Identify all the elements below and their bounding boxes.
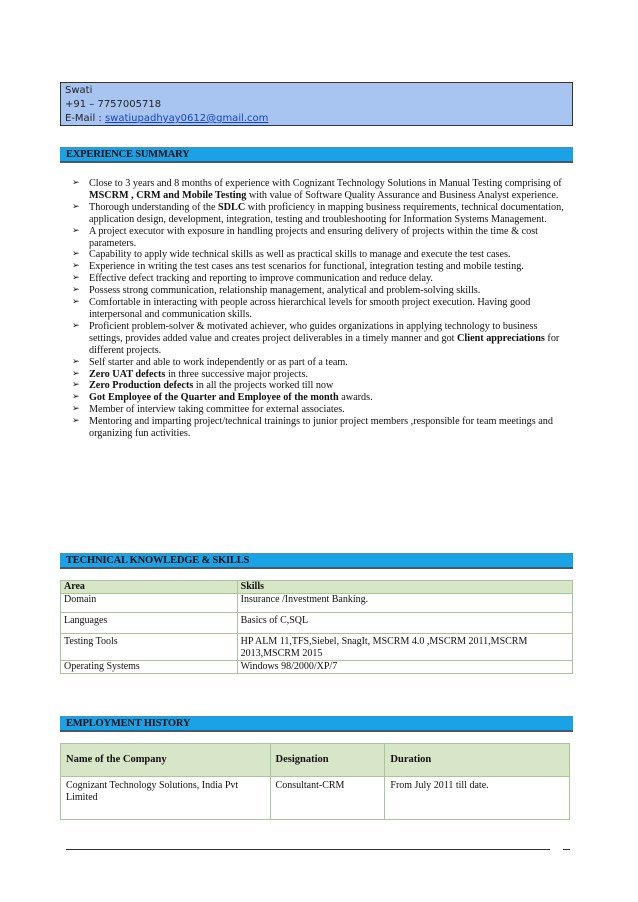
email-link[interactable]: swatiupadhyay0612@gmail.com (104, 113, 269, 124)
list-item (72, 226, 564, 250)
bullet-arrow-icon: ➢ (72, 404, 80, 415)
employment-heading: EMPLOYMENT HISTORY (60, 716, 573, 732)
skill-value: HP ALM 11,TFS,Siebel, SnagIt, MSCRM 4.0 ,MSCRM 2011,MSCRM 2013,MSCRM 2015 (237, 634, 572, 661)
candidate-email-line (65, 112, 568, 126)
list-item (72, 392, 564, 404)
table-row (61, 594, 573, 613)
candidate-name: Swati (65, 85, 93, 96)
duration: From July 2011 till date. (385, 777, 570, 820)
bullet-arrow-icon: ➢ (72, 356, 80, 367)
skill-area: Operating Systems (61, 661, 238, 674)
bullet-text: in all the projects worked till now (193, 380, 334, 392)
list-item (72, 178, 564, 202)
bullet-arrow-icon: ➢ (72, 201, 80, 212)
bullet-text: Proficient problem-solver & motivated achiever, who guides organizations in applying technology to business settings, provides added value and creates project deliverables in a timely manner and got (89, 320, 538, 344)
list-item (72, 261, 564, 273)
bullet-text: with proficiency in mapping business requirements, technical documentation, application design, development, integration, testing and troubleshooting for Information Systems Management. (89, 201, 564, 225)
bullet-highlight: Zero Production defects (89, 380, 194, 392)
bullet-arrow-icon: ➢ (72, 261, 80, 272)
bullet-highlight: Client appreciations (457, 332, 545, 344)
bullet-text: A project executor with exposure in handling projects and ensuring delivery of projects within the time & cost parameters. (89, 225, 538, 249)
bullet-text: Effective defect tracking and reporting to improve communication and reduce delay. (89, 273, 433, 285)
bullet-arrow-icon: ➢ (72, 249, 80, 260)
company-name: Cognizant Technology Solutions, India Pvt Limited (61, 777, 271, 820)
table-row (61, 634, 573, 661)
list-item (72, 416, 564, 440)
list-item (72, 297, 564, 321)
bullet-arrow-icon: ➢ (72, 392, 80, 403)
bullet-arrow-icon: ➢ (72, 380, 80, 391)
bullet-arrow-icon: ➢ (72, 178, 80, 188)
footer-page-dash (563, 849, 570, 850)
bullet-text: for different projects. (89, 332, 560, 356)
bullet-text: awards. (338, 392, 373, 404)
bullet-arrow-icon: ➢ (72, 285, 80, 296)
col-skills: Skills (237, 581, 572, 594)
col-designation: Designation (270, 744, 385, 777)
bullet-arrow-icon: ➢ (72, 273, 80, 284)
table-row (61, 777, 570, 820)
bullet-text: Member of interview taking committee for external associates. (89, 404, 345, 416)
skill-value: Windows 98/2000/XP/7 (237, 661, 572, 674)
bullet-arrow-icon: ➢ (72, 225, 80, 236)
skill-value: Insurance /Investment Banking. (237, 594, 572, 613)
skill-value: Basics of C,SQL (237, 613, 572, 634)
table-row (61, 613, 573, 634)
bullet-text: in three successive major projects. (165, 368, 308, 380)
bullet-highlight: SDLC (218, 201, 246, 213)
bullet-text: Thorough understanding of the (89, 201, 219, 213)
skills-heading: TECHNICAL KNOWLEDGE & SKILLS (60, 553, 573, 569)
employment-table (60, 743, 570, 820)
footer-rule (66, 849, 550, 850)
experience-heading: EXPERIENCE SUMMARY (60, 147, 573, 163)
list-item (72, 285, 564, 297)
list-item (72, 404, 564, 416)
experience-list (72, 178, 564, 440)
list-item (72, 357, 564, 369)
employment-table-header (61, 744, 570, 777)
email-label: E-Mail : (65, 113, 105, 124)
bullet-text: Mentoring and imparting project/technical trainings to junior project members ,responsible for team meetings and organizing fun activities. (89, 416, 553, 440)
list-item (72, 273, 564, 285)
list-item (72, 380, 564, 392)
bullet-arrow-icon: ➢ (72, 297, 80, 308)
skills-table-header (61, 581, 573, 594)
skill-area: Languages (61, 613, 238, 634)
bullet-arrow-icon: ➢ (72, 416, 80, 427)
bullet-text: Possess strong communication, relationship management, analytical and problem-solving skills. (89, 285, 481, 297)
col-company: Name of the Company (61, 744, 271, 777)
bullet-text: Self starter and able to work independently or as part of a team. (89, 356, 348, 368)
bullet-text: with value of Software Quality Assurance and Business Analyst experience. (246, 189, 559, 201)
skill-area: Testing Tools (61, 634, 238, 661)
list-item (72, 369, 564, 381)
bullet-text: Comfortable in interacting with people across hierarchical levels for smooth project execution. Having good interpersonal and communication skills. (89, 297, 531, 320)
list-item (72, 202, 564, 226)
skill-area: Domain (61, 594, 238, 613)
bullet-arrow-icon: ➢ (72, 368, 80, 379)
bullet-text: Close to 3 years and 8 months of experience with Cognizant Technology Solutions in Manual Testing comprising of (89, 178, 562, 189)
list-item (72, 321, 564, 357)
bullet-highlight: Got Employee of the Quarter and Employee of the month (89, 392, 339, 404)
bullet-text: Experience in writing the test cases ans test scenarios for functional, integration testing and mobile testing. (89, 261, 524, 273)
col-area: Area (61, 581, 238, 594)
bullet-highlight: Zero UAT defects (89, 368, 166, 380)
contact-box (60, 82, 573, 126)
bullet-text: Capability to apply wide technical skills as well as practical skills to manage and execute the test cases. (89, 249, 511, 261)
bullet-highlight: MSCRM , CRM and Mobile Testing (89, 189, 247, 201)
col-duration: Duration (385, 744, 570, 777)
list-item (72, 249, 564, 261)
bullet-arrow-icon: ➢ (72, 320, 80, 331)
candidate-phone: +91 – 7757005718 (65, 99, 162, 110)
designation: Consultant-CRM (270, 777, 385, 820)
skills-table (60, 580, 573, 674)
table-row (61, 661, 573, 674)
